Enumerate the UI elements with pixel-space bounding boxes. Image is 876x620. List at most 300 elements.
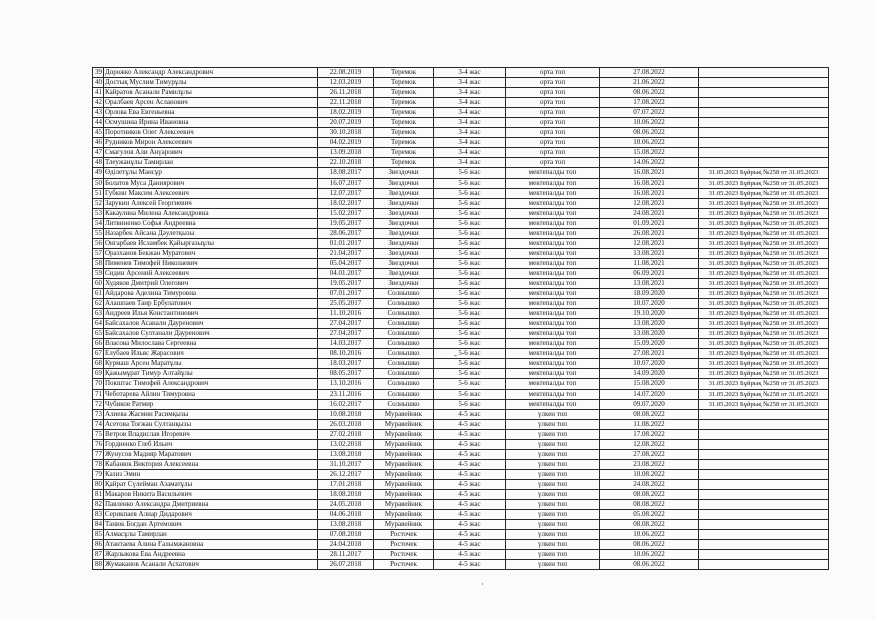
child-name: Жунусов Мадияр Маратович: [104, 449, 318, 459]
birth-date: 19.05.2017: [318, 218, 374, 228]
group-type: мектепалды топ: [506, 198, 600, 208]
order-note: [699, 510, 829, 520]
birth-date: 07.08.2018: [318, 530, 374, 540]
child-name: Алиева Жасмин Расимқызы: [104, 409, 318, 419]
enrollment-date: 24.08.2022: [600, 479, 699, 489]
row-number: 53: [93, 208, 104, 218]
table-row: [93, 399, 829, 409]
order-note: 31.05.2023 Бұйрық №258 от 31.05.2023: [699, 349, 829, 359]
table-row: [93, 449, 829, 459]
order-note: 31.05.2023 Бұйрық №258 от 31.05.2023: [699, 228, 829, 238]
birth-date: 25.05.2017: [318, 299, 374, 309]
group-type: орта топ: [506, 148, 600, 158]
table-row: [93, 560, 829, 570]
child-name: Қайрат Сүлейман Азаматұлы: [104, 479, 318, 489]
row-number: 85: [93, 530, 104, 540]
table-row: [93, 349, 829, 359]
group-type: мектепалды топ: [506, 218, 600, 228]
age-range: 5-6 жас: [434, 208, 506, 218]
group-name: Солнышко: [374, 339, 434, 349]
row-number: 81: [93, 489, 104, 499]
age-range: 5-6 жас: [434, 198, 506, 208]
group-name: Солнышко: [374, 329, 434, 339]
group-type: орта топ: [506, 88, 600, 98]
row-number: 70: [93, 379, 104, 389]
table-row: [93, 329, 829, 339]
table-row: [93, 479, 829, 489]
group-type: мектепалды топ: [506, 389, 600, 399]
group-type: мектепалды топ: [506, 319, 600, 329]
birth-date: 08.10.2016: [318, 349, 374, 359]
birth-date: 13.09.2018: [318, 148, 374, 158]
enrollment-date: 14.06.2022: [600, 158, 699, 168]
child-name: Рудников Мирон Алексеевич: [104, 138, 318, 148]
child-name: Павленко Александра Дмитриевна: [104, 500, 318, 510]
child-name: Кабанюк Виктория Алексеевна: [104, 459, 318, 469]
birth-date: 28.06.2017: [318, 228, 374, 238]
age-range: 4-5 жас: [434, 510, 506, 520]
group-name: Муравейник: [374, 439, 434, 449]
row-number: 79: [93, 469, 104, 479]
age-range: 5-6 жас: [434, 268, 506, 278]
group-name: Солнышко: [374, 349, 434, 359]
group-type: орта топ: [506, 108, 600, 118]
table-row: [93, 289, 829, 299]
enrollment-date: 06.09.2021: [600, 268, 699, 278]
table-row: [93, 540, 829, 550]
group-type: орта топ: [506, 158, 600, 168]
child-name: Достық Муслим Тимурұлы: [104, 78, 318, 88]
age-range: 5-6 жас: [434, 299, 506, 309]
row-number: 83: [93, 510, 104, 520]
row-number: 86: [93, 540, 104, 550]
group-type: үлкен топ: [506, 469, 600, 479]
enrollment-date: 14.09.2020: [600, 369, 699, 379]
row-number: 48: [93, 158, 104, 168]
order-note: [699, 88, 829, 98]
table-row: [93, 238, 829, 248]
child-name: Өділетұлы Мансұр: [104, 168, 318, 178]
enrollment-date: 17.08.2022: [600, 98, 699, 108]
birth-date: 30.10.2018: [318, 128, 374, 138]
group-type: мектепалды топ: [506, 238, 600, 248]
group-name: Муравейник: [374, 500, 434, 510]
group-name: Солнышко: [374, 289, 434, 299]
group-name: Муравейник: [374, 419, 434, 429]
order-note: 31.05.2023 Бұйрық №258 от 31.05.2023: [699, 319, 829, 329]
row-number: 45: [93, 128, 104, 138]
age-range: 3-4 жас: [434, 78, 506, 88]
group-name: Муравейник: [374, 520, 434, 530]
age-range: 4-5 жас: [434, 459, 506, 469]
age-range: 5-6 жас: [434, 278, 506, 288]
enrollment-date: 23.08.2022: [600, 459, 699, 469]
group-type: үлкен топ: [506, 479, 600, 489]
group-type: мектепалды топ: [506, 289, 600, 299]
group-type: мектепалды топ: [506, 379, 600, 389]
group-name: Теремок: [374, 148, 434, 158]
enrollment-date: 27.08.2021: [600, 349, 699, 359]
group-type: орта топ: [506, 68, 600, 78]
birth-date: 04.02.2019: [318, 138, 374, 148]
order-note: [699, 469, 829, 479]
group-name: Звездочки: [374, 198, 434, 208]
table-row: [93, 138, 829, 148]
age-range: 3-4 жас: [434, 128, 506, 138]
child-name: Жарлыкова Ева Андреевна: [104, 550, 318, 560]
enrollment-date: 10.08.2022: [600, 469, 699, 479]
birth-date: 26.12.2017: [318, 469, 374, 479]
table-row: [93, 158, 829, 168]
birth-date: 12.07.2017: [318, 188, 374, 198]
age-range: 5-6 жас: [434, 309, 506, 319]
enrollment-date: 27.08.2022: [600, 68, 699, 78]
birth-date: 17.01.2018: [318, 479, 374, 489]
birth-date: 14.03.2017: [318, 339, 374, 349]
row-number: 58: [93, 258, 104, 268]
children-register-table: [92, 67, 829, 570]
birth-date: 26.11.2018: [318, 88, 374, 98]
birth-date: 15.02.2017: [318, 208, 374, 218]
child-name: Осмушина Ирина Ивановна: [104, 118, 318, 128]
enrollment-date: 14.07.2020: [600, 389, 699, 399]
group-name: Звездочки: [374, 268, 434, 278]
age-range: 3-4 жас: [434, 88, 506, 98]
table-row: [93, 218, 829, 228]
birth-date: 04.06.2018: [318, 510, 374, 520]
row-number: 67: [93, 349, 104, 359]
table-row: [93, 369, 829, 379]
table-row: [93, 550, 829, 560]
birth-date: 23.11.2016: [318, 389, 374, 399]
group-name: Звездочки: [374, 258, 434, 268]
birth-date: 12.03.2019: [318, 78, 374, 88]
enrollment-date: 10.06.2022: [600, 550, 699, 560]
row-number: 56: [93, 238, 104, 248]
table-row: [93, 198, 829, 208]
age-range: 5-6 жас: [434, 349, 506, 359]
row-number: 49: [93, 168, 104, 178]
age-range: 4-5 жас: [434, 479, 506, 489]
order-note: 31.05.2023 Бұйрық №258 от 31.05.2023: [699, 359, 829, 369]
birth-date: 16.07.2017: [318, 178, 374, 188]
table-row: [93, 128, 829, 138]
table-row: [93, 489, 829, 499]
table-row: [93, 319, 829, 329]
child-name: Байсахалов Султанали Дауренович: [104, 329, 318, 339]
birth-date: 26.07.2018: [318, 560, 374, 570]
row-number: 72: [93, 399, 104, 409]
order-note: 31.05.2023 Бұйрық №258 от 31.05.2023: [699, 309, 829, 319]
age-range: 5-6 жас: [434, 369, 506, 379]
row-number: 55: [93, 228, 104, 238]
group-name: Звездочки: [374, 228, 434, 238]
age-range: 5-6 жас: [434, 178, 506, 188]
enrollment-date: 09.07.2020: [600, 399, 699, 409]
row-number: 46: [93, 138, 104, 148]
age-range: 3-4 жас: [434, 138, 506, 148]
order-note: 31.05.2023 Бұйрық №258 от 31.05.2023: [699, 299, 829, 309]
age-range: 4-5 жас: [434, 560, 506, 570]
order-note: [699, 530, 829, 540]
birth-date: 24.04.2018: [318, 540, 374, 550]
age-range: 5-6 жас: [434, 258, 506, 268]
birth-date: 08.05.2017: [318, 369, 374, 379]
child-name: Какаулина Милена Александровна: [104, 208, 318, 218]
group-type: мектепалды топ: [506, 369, 600, 379]
group-name: Звездочки: [374, 238, 434, 248]
table-row: [93, 520, 829, 530]
table-row: [93, 108, 829, 118]
row-number: 44: [93, 118, 104, 128]
birth-date: 20.07.2019: [318, 118, 374, 128]
order-note: [699, 138, 829, 148]
group-type: үлкен топ: [506, 489, 600, 499]
group-name: Звездочки: [374, 278, 434, 288]
enrollment-date: 15.09.2020: [600, 339, 699, 349]
group-name: Теремок: [374, 128, 434, 138]
birth-date: 01.01.2017: [318, 238, 374, 248]
age-range: 5-6 жас: [434, 329, 506, 339]
group-name: Теремок: [374, 158, 434, 168]
age-range: 4-5 жас: [434, 500, 506, 510]
table-row: [93, 459, 829, 469]
group-type: үлкен топ: [506, 530, 600, 540]
age-range: 4-5 жас: [434, 409, 506, 419]
table-row: [93, 148, 829, 158]
order-note: 31.05.2023 Бұйрық №258 от 31.05.2023: [699, 208, 829, 218]
row-number: 66: [93, 339, 104, 349]
enrollment-date: 16.08.2021: [600, 178, 699, 188]
group-type: мектепалды топ: [506, 339, 600, 349]
table-row: [93, 118, 829, 128]
order-note: [699, 108, 829, 118]
birth-date: 31.10.2017: [318, 459, 374, 469]
order-note: 31.05.2023 Бұйрық №258 от 31.05.2023: [699, 389, 829, 399]
child-name: Орлова Ева Евгеньевна: [104, 108, 318, 118]
age-range: 5-6 жас: [434, 339, 506, 349]
age-range: 4-5 жас: [434, 469, 506, 479]
child-name: Елубаев Ильяс Жарасович: [104, 349, 318, 359]
row-number: 39: [93, 68, 104, 78]
table-row: [93, 389, 829, 399]
group-name: Муравейник: [374, 510, 434, 520]
group-type: мектепалды топ: [506, 299, 600, 309]
group-type: мектепалды топ: [506, 228, 600, 238]
row-number: 73: [93, 409, 104, 419]
birth-date: 18.08.2017: [318, 168, 374, 178]
group-type: үлкен топ: [506, 409, 600, 419]
group-type: мектепалды топ: [506, 178, 600, 188]
group-type: орта топ: [506, 118, 600, 128]
row-number: 47: [93, 148, 104, 158]
birth-date: 19.05.2017: [318, 278, 374, 288]
table-row: [93, 168, 829, 178]
birth-date: 07.01.2017: [318, 289, 374, 299]
group-type: үлкен топ: [506, 550, 600, 560]
child-name: Чубиков Ратмир: [104, 399, 318, 409]
child-name: Байсахалов Асанали Дауренович: [104, 319, 318, 329]
child-name: Айдарова Аделина Тимуровна: [104, 289, 318, 299]
enrollment-date: 01.09.2021: [600, 218, 699, 228]
group-type: үлкен топ: [506, 459, 600, 469]
enrollment-date: 11.08.2021: [600, 258, 699, 268]
enrollment-date: 16.08.2021: [600, 168, 699, 178]
child-name: Чеботарева Айлин Тимуровна: [104, 389, 318, 399]
order-note: [699, 118, 829, 128]
enrollment-date: 10.07.2020: [600, 359, 699, 369]
order-note: [699, 550, 829, 560]
birth-date: 18.08.2018: [318, 489, 374, 499]
table-row: [93, 419, 829, 429]
enrollment-date: 08.08.2022: [600, 409, 699, 419]
group-name: Теремок: [374, 118, 434, 128]
age-range: 3-4 жас: [434, 98, 506, 108]
order-note: 31.05.2023 Бұйрық №258 от 31.05.2023: [699, 289, 829, 299]
order-note: 31.05.2023 Бұйрық №258 от 31.05.2023: [699, 329, 829, 339]
enrollment-date: 10.07.2020: [600, 299, 699, 309]
group-name: Росточек: [374, 560, 434, 570]
row-number: 74: [93, 419, 104, 429]
enrollment-date: 15.08.2022: [600, 148, 699, 158]
child-name: Пименев Тимофей Николаевич: [104, 258, 318, 268]
age-range: 4-5 жас: [434, 449, 506, 459]
birth-date: 18.03.2017: [318, 359, 374, 369]
enrollment-date: 08.06.2022: [600, 540, 699, 550]
order-note: 31.05.2023 Бұйрық №258 от 31.05.2023: [699, 178, 829, 188]
child-name: Андреев Илья Константинович: [104, 309, 318, 319]
order-note: [699, 78, 829, 88]
group-type: мектепалды топ: [506, 349, 600, 359]
child-name: Власова Милослава Сергеевна: [104, 339, 318, 349]
table-row: [93, 299, 829, 309]
birth-date: 28.11.2017: [318, 550, 374, 560]
age-range: 5-6 жас: [434, 289, 506, 299]
order-note: [699, 439, 829, 449]
age-range: 5-6 жас: [434, 379, 506, 389]
order-note: 31.05.2023 Бұйрық №258 от 31.05.2023: [699, 198, 829, 208]
group-type: үлкен топ: [506, 560, 600, 570]
age-range: 4-5 жас: [434, 489, 506, 499]
child-name: Оразханов Бекжан Муратович: [104, 248, 318, 258]
order-note: 31.05.2023 Бұйрық №258 от 31.05.2023: [699, 258, 829, 268]
enrollment-date: 13.08.2021: [600, 278, 699, 288]
age-range: 5-6 жас: [434, 168, 506, 178]
enrollment-date: 13.08.2021: [600, 248, 699, 258]
birth-date: 18.02.2019: [318, 108, 374, 118]
group-name: Росточек: [374, 550, 434, 560]
age-range: 4-5 жас: [434, 419, 506, 429]
group-type: мектепалды топ: [506, 268, 600, 278]
group-name: Росточек: [374, 530, 434, 540]
group-name: Муравейник: [374, 449, 434, 459]
age-range: 3-4 жас: [434, 68, 506, 78]
row-number: 40: [93, 78, 104, 88]
age-range: 5-6 жас: [434, 319, 506, 329]
child-name: Болатов Муса Даниярович: [104, 178, 318, 188]
order-note: [699, 560, 829, 570]
birth-date: 10.08.2018: [318, 409, 374, 419]
row-number: 69: [93, 369, 104, 379]
order-note: [699, 429, 829, 439]
group-name: Теремок: [374, 88, 434, 98]
group-name: Муравейник: [374, 409, 434, 419]
group-name: Солнышко: [374, 379, 434, 389]
birth-date: 27.04.2017: [318, 319, 374, 329]
order-note: [699, 449, 829, 459]
row-number: 64: [93, 319, 104, 329]
birth-date: 13.02.2018: [318, 439, 374, 449]
enrollment-date: 05.08.2022: [600, 510, 699, 520]
birth-date: 21.04.2017: [318, 248, 374, 258]
row-number: 77: [93, 449, 104, 459]
age-range: 5-6 жас: [434, 399, 506, 409]
child-name: Макаров Никита Васильевич: [104, 489, 318, 499]
child-name: Казиз Эмин: [104, 469, 318, 479]
order-note: [699, 98, 829, 108]
row-number: 50: [93, 178, 104, 188]
table-row: [93, 339, 829, 349]
group-name: Теремок: [374, 68, 434, 78]
group-name: Звездочки: [374, 168, 434, 178]
group-name: Звездочки: [374, 248, 434, 258]
group-name: Солнышко: [374, 319, 434, 329]
row-number: 62: [93, 299, 104, 309]
birth-date: 24.05.2018: [318, 500, 374, 510]
table-row: [93, 248, 829, 258]
order-note: [699, 68, 829, 78]
row-number: 80: [93, 479, 104, 489]
group-name: Солнышко: [374, 299, 434, 309]
child-name: Курмаш Арсен Маратұлы: [104, 359, 318, 369]
enrollment-date: 21.06.2022: [600, 78, 699, 88]
order-note: [699, 158, 829, 168]
enrollment-date: 24.08.2021: [600, 208, 699, 218]
birth-date: 16.02.2017: [318, 399, 374, 409]
group-name: Солнышко: [374, 399, 434, 409]
child-name: Асетова Тоғжан Султанқызы: [104, 419, 318, 429]
birth-date: 26.03.2018: [318, 419, 374, 429]
row-number: 41: [93, 88, 104, 98]
table-row: [93, 500, 829, 510]
table-row: [93, 228, 829, 238]
birth-date: 22.10.2018: [318, 158, 374, 168]
order-note: [699, 540, 829, 550]
birth-date: 04.01.2017: [318, 268, 374, 278]
row-number: 61: [93, 289, 104, 299]
child-name: Жумаканов Асанали Асхатович: [104, 560, 318, 570]
table-row: [93, 98, 829, 108]
age-range: 5-6 жас: [434, 389, 506, 399]
enrollment-date: 08.08.2022: [600, 489, 699, 499]
group-type: үлкен топ: [506, 540, 600, 550]
child-name: Кайратов Асанали Рамилұлы: [104, 88, 318, 98]
order-note: 31.05.2023 Бұйрық №258 от 31.05.2023: [699, 399, 829, 409]
order-note: [699, 479, 829, 489]
table-row: [93, 439, 829, 449]
enrollment-date: 08.08.2022: [600, 500, 699, 510]
age-range: 5-6 жас: [434, 218, 506, 228]
child-name: Атантаева Алина Ғалымжановна: [104, 540, 318, 550]
order-note: 31.05.2023 Бұйрық №258 от 31.05.2023: [699, 238, 829, 248]
row-number: 78: [93, 459, 104, 469]
group-name: Звездочки: [374, 188, 434, 198]
child-name: Қажымұрат Тимур Алтайұлы: [104, 369, 318, 379]
child-name: Худяков Дмитрий Олегович: [104, 278, 318, 288]
enrollment-date: 19.10.2020: [600, 309, 699, 319]
table-row: [93, 258, 829, 268]
group-type: мектепалды топ: [506, 278, 600, 288]
